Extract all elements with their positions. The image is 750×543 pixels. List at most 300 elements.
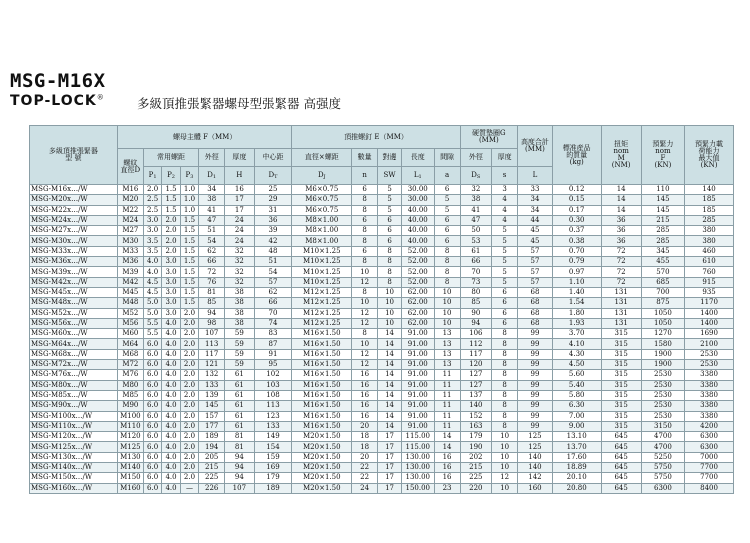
header-center-dist: 中心距: [254, 149, 292, 167]
table-cell: 13.70: [552, 442, 601, 452]
table-cell: 5: [492, 277, 518, 287]
table-cell: 10: [434, 308, 460, 318]
table-row: [30, 360, 734, 370]
table-cell: 66: [460, 257, 491, 267]
table-cell: 14: [378, 401, 402, 411]
table-cell: 0.70: [552, 246, 601, 256]
table-cell: 6.0: [143, 370, 161, 380]
table-cell: 57: [518, 257, 553, 267]
table-cell: 4200: [685, 421, 734, 431]
table-cell: 38: [225, 318, 254, 328]
table-cell: 4: [492, 195, 518, 205]
table-cell: 40.00: [401, 236, 434, 246]
sym-sw: SW: [378, 167, 402, 185]
table-cell: 137: [460, 390, 491, 400]
table-row: [30, 432, 734, 442]
table-cell: M42: [117, 277, 143, 287]
table-cell: 40.00: [401, 226, 434, 236]
table-cell: 2.5: [143, 205, 161, 215]
table-cell: M160: [117, 483, 143, 493]
table-cell: 8: [378, 277, 402, 287]
table-cell: 61: [225, 380, 254, 390]
table-cell: 62.00: [401, 318, 434, 328]
table-cell: 4: [492, 205, 518, 215]
table-cell: 610: [685, 257, 734, 267]
table-cell: 1.5: [180, 215, 198, 225]
table-cell: 160: [518, 483, 553, 493]
table-cell: 17: [378, 463, 402, 473]
table-cell: 8: [352, 195, 378, 205]
table-row: [30, 267, 734, 277]
table-cell: 6.0: [143, 483, 161, 493]
table-cell: 8: [378, 267, 402, 277]
table-cell: 215: [460, 463, 491, 473]
table-cell: 0.37: [552, 226, 601, 236]
table-cell: 91.00: [401, 401, 434, 411]
table-cell: 4.0: [162, 329, 180, 339]
sym-n: n: [352, 167, 378, 185]
table-cell: 6.0: [143, 380, 161, 390]
table-cell: 10: [434, 318, 460, 328]
table-cell: 10: [378, 308, 402, 318]
table-cell: 52.00: [401, 246, 434, 256]
table-cell: 2.0: [180, 308, 198, 318]
table-cell: 29: [254, 195, 292, 205]
table-cell: 5: [492, 267, 518, 277]
table-cell: 85: [199, 298, 225, 308]
table-cell: 1.5: [162, 205, 180, 215]
table-cell: 66: [199, 257, 225, 267]
table-row: [30, 329, 734, 339]
table-cell: 8: [492, 390, 518, 400]
table-cell: 91.00: [401, 339, 434, 349]
table-cell: 4: [492, 215, 518, 225]
table-cell: 94: [225, 473, 254, 483]
table-cell: MSG-M33x…/W: [30, 246, 118, 256]
table-cell: 1170: [685, 298, 734, 308]
table-cell: M10×1.25: [292, 257, 352, 267]
table-cell: 159: [254, 452, 292, 462]
table-cell: 11: [434, 390, 460, 400]
table-cell: 53: [460, 236, 491, 246]
table-cell: 5: [434, 205, 460, 215]
table-cell: 54: [254, 267, 292, 277]
table-cell: 3.0: [162, 308, 180, 318]
table-cell: M150: [117, 473, 143, 483]
table-cell: 8: [492, 411, 518, 421]
table-cell: 380: [685, 226, 734, 236]
table-cell: 6: [352, 246, 378, 256]
table-cell: MSG-M90x…/W: [30, 401, 118, 411]
table-cell: M100: [117, 411, 143, 421]
table-cell: 52.00: [401, 257, 434, 267]
table-row: [30, 483, 734, 493]
table-cell: M20×1.50: [292, 463, 352, 473]
table-cell: MSG-M30x…/W: [30, 236, 118, 246]
table-cell: 121: [199, 360, 225, 370]
header-max-load: 預緊力載 荷能力 最大值 (KN): [685, 126, 734, 185]
table-cell: 34: [518, 205, 553, 215]
table-cell: 225: [199, 473, 225, 483]
table-cell: M20×1.50: [292, 452, 352, 462]
table-cell: 20: [352, 421, 378, 431]
table-cell: 5750: [641, 473, 684, 483]
table-cell: 2.0: [180, 463, 198, 473]
table-cell: MSG-M140x…/W: [30, 463, 118, 473]
table-cell: 4.0: [162, 401, 180, 411]
table-row: [30, 298, 734, 308]
table-cell: 17.60: [552, 452, 601, 462]
table-cell: 91.00: [401, 390, 434, 400]
table-cell: 41: [199, 205, 225, 215]
table-cell: M68: [117, 349, 143, 359]
table-cell: 10: [378, 298, 402, 308]
table-cell: MSG-M150x…/W: [30, 473, 118, 483]
sym-a: a: [434, 167, 460, 185]
table-cell: 6.0: [143, 401, 161, 411]
table-cell: MSG-M24x…/W: [30, 215, 118, 225]
table-cell: 8: [492, 370, 518, 380]
table-cell: 3380: [685, 390, 734, 400]
table-cell: 68: [518, 308, 553, 318]
table-cell: M16×1.50: [292, 349, 352, 359]
header-dia-pitch: 直徑×螺距: [292, 149, 352, 167]
table-cell: 7000: [685, 452, 734, 462]
table-row: [30, 185, 734, 195]
table-cell: 315: [601, 329, 641, 339]
table-cell: 16: [434, 473, 460, 483]
table-cell: 17: [378, 432, 402, 442]
product-subtitle: 多級頂推張緊器螺母型張緊器 高强度: [137, 96, 341, 111]
table-cell: 0.79: [552, 257, 601, 267]
table-cell: 91: [254, 349, 292, 359]
table-cell: 3.0: [162, 298, 180, 308]
table-cell: 140: [518, 452, 553, 462]
table-cell: 6: [492, 298, 518, 308]
table-cell: 4.0: [162, 442, 180, 452]
table-cell: 10: [434, 287, 460, 297]
table-cell: 140: [518, 463, 553, 473]
table-cell: 157: [199, 411, 225, 421]
table-cell: M80: [117, 380, 143, 390]
table-cell: 8: [352, 226, 378, 236]
table-cell: 4.0: [162, 370, 180, 380]
table-cell: 45: [518, 236, 553, 246]
table-cell: M16×1.50: [292, 411, 352, 421]
table-cell: 2.0: [180, 339, 198, 349]
table-cell: 3.5: [143, 246, 161, 256]
table-cell: 22: [352, 463, 378, 473]
table-cell: 0.12: [552, 185, 601, 195]
table-cell: 6.0: [143, 421, 161, 431]
table-cell: 14: [378, 380, 402, 390]
table-row: [30, 318, 734, 328]
table-cell: 17: [225, 195, 254, 205]
table-cell: MSG-M85x…/W: [30, 390, 118, 400]
table-cell: M16×1.50: [292, 380, 352, 390]
table-cell: MSG-M68x…/W: [30, 349, 118, 359]
table-cell: 90: [460, 308, 491, 318]
table-cell: 4.5: [143, 277, 161, 287]
table-cell: 8: [378, 246, 402, 256]
table-cell: 1580: [641, 339, 684, 349]
table-cell: 61: [225, 401, 254, 411]
table-row: [30, 370, 734, 380]
table-cell: M130: [117, 452, 143, 462]
table-cell: 2.0: [162, 215, 180, 225]
table-cell: 91.00: [401, 421, 434, 431]
table-cell: 132: [199, 370, 225, 380]
table-cell: 1400: [685, 308, 734, 318]
table-cell: 8: [352, 287, 378, 297]
table-cell: M24: [117, 215, 143, 225]
table-cell: 33: [518, 185, 553, 195]
table-cell: 66: [254, 298, 292, 308]
table-cell: 72: [199, 267, 225, 277]
table-cell: 87: [254, 339, 292, 349]
table-cell: 6: [434, 236, 460, 246]
table-cell: 2530: [641, 370, 684, 380]
table-cell: 99: [518, 401, 553, 411]
table-cell: 99: [518, 380, 553, 390]
sym-l: L: [518, 167, 553, 185]
table-cell: 48: [254, 246, 292, 256]
table-cell: 12: [352, 360, 378, 370]
table-cell: 36: [601, 215, 641, 225]
table-cell: 13: [434, 349, 460, 359]
table-cell: 2.5: [143, 195, 161, 205]
table-cell: 8: [492, 360, 518, 370]
table-cell: 285: [641, 226, 684, 236]
table-cell: MSG-M45x…/W: [30, 287, 118, 297]
sym-dj: $D_J$: [292, 167, 352, 185]
table-cell: 315: [601, 339, 641, 349]
table-row: [30, 339, 734, 349]
table-cell: 50: [460, 226, 491, 236]
table-cell: 47: [199, 215, 225, 225]
table-cell: 10: [378, 318, 402, 328]
table-cell: 140: [460, 401, 491, 411]
table-cell: 8: [492, 349, 518, 359]
header-nut-body: 螺母主體 F（MM）: [117, 126, 292, 149]
table-cell: 44: [518, 215, 553, 225]
table-cell: 13: [434, 339, 460, 349]
table-cell: 345: [641, 246, 684, 256]
table-cell: 5: [378, 195, 402, 205]
table-cell: 2530: [685, 360, 734, 370]
table-row: [30, 442, 734, 452]
table-cell: 31: [254, 205, 292, 215]
header-outer-dia: 外徑: [199, 149, 225, 167]
table-cell: M30: [117, 236, 143, 246]
table-cell: 117: [460, 349, 491, 359]
table-cell: 45: [518, 226, 553, 236]
table-cell: M8×1.00: [292, 215, 352, 225]
table-cell: 1.5: [180, 267, 198, 277]
table-cell: 179: [460, 432, 491, 442]
table-cell: 32: [225, 246, 254, 256]
table-cell: 4.0: [162, 390, 180, 400]
table-cell: 11: [434, 411, 460, 421]
table-cell: 2.0: [180, 380, 198, 390]
table-cell: 3.0: [162, 257, 180, 267]
table-cell: M16×1.50: [292, 329, 352, 339]
table-cell: M16×1.50: [292, 370, 352, 380]
spec-table: [29, 125, 734, 494]
table-cell: 34: [518, 195, 553, 205]
table-cell: 11: [434, 370, 460, 380]
table-cell: 81: [199, 287, 225, 297]
table-cell: 8: [352, 236, 378, 246]
table-cell: 2.0: [180, 452, 198, 462]
table-cell: 91.00: [401, 411, 434, 421]
table-cell: 107: [199, 329, 225, 339]
table-cell: 7700: [685, 463, 734, 473]
table-cell: 315: [601, 401, 641, 411]
table-cell: 4700: [641, 432, 684, 442]
table-cell: M10×1.25: [292, 277, 352, 287]
table-cell: 4.0: [162, 380, 180, 390]
table-cell: 11: [434, 401, 460, 411]
table-cell: 57: [518, 267, 553, 277]
header-length: 長度: [401, 149, 434, 167]
table-cell: 6300: [685, 432, 734, 442]
table-cell: 700: [641, 287, 684, 297]
table-cell: 570: [641, 267, 684, 277]
table-cell: 169: [254, 463, 292, 473]
table-cell: 185: [685, 195, 734, 205]
table-cell: 14: [601, 195, 641, 205]
table-cell: 120: [460, 360, 491, 370]
table-row: [30, 411, 734, 421]
table-cell: 4.0: [162, 318, 180, 328]
table-cell: 1.40: [552, 287, 601, 297]
table-cell: MSG-M120x…/W: [30, 432, 118, 442]
table-row: [30, 421, 734, 431]
table-cell: M90: [117, 401, 143, 411]
table-cell: 1.5: [180, 277, 198, 287]
table-cell: 194: [199, 442, 225, 452]
table-cell: 10: [434, 298, 460, 308]
table-cell: 125: [518, 442, 553, 452]
table-cell: 30.00: [401, 185, 434, 195]
table-cell: MSG-M52x…/W: [30, 308, 118, 318]
table-cell: 140: [685, 185, 734, 195]
table-cell: 8: [434, 246, 460, 256]
header-washer-thick: 厚度: [492, 149, 518, 167]
table-cell: 130.00: [401, 473, 434, 483]
table-cell: 113: [254, 401, 292, 411]
table-cell: MSG-M36x…/W: [30, 257, 118, 267]
table-cell: 1.0: [180, 195, 198, 205]
table-cell: 215: [199, 463, 225, 473]
table-cell: 10: [378, 287, 402, 297]
table-cell: 145: [641, 205, 684, 215]
table-cell: 68: [518, 318, 553, 328]
table-cell: 645: [601, 473, 641, 483]
table-row: [30, 215, 734, 225]
table-cell: 3.0: [162, 277, 180, 287]
table-cell: 4.0: [162, 349, 180, 359]
table-cell: 2.0: [180, 370, 198, 380]
table-cell: 16: [434, 463, 460, 473]
table-cell: 42: [254, 236, 292, 246]
table-cell: 10: [492, 483, 518, 493]
table-cell: 12: [352, 277, 378, 287]
table-cell: 16: [352, 411, 378, 421]
table-cell: M16×1.50: [292, 421, 352, 431]
table-cell: 5.0: [143, 308, 161, 318]
table-cell: 6: [352, 215, 378, 225]
table-cell: MSG-M76x…/W: [30, 370, 118, 380]
table-cell: 190: [460, 442, 491, 452]
table-cell: 1.5: [180, 287, 198, 297]
table-cell: 10: [492, 452, 518, 462]
table-cell: 2.0: [162, 226, 180, 236]
table-cell: 107: [225, 483, 254, 493]
table-cell: 0.97: [552, 267, 601, 277]
table-cell: 4.0: [143, 257, 161, 267]
table-cell: 0.17: [552, 205, 601, 215]
table-cell: 131: [601, 287, 641, 297]
header-thread-dia: 螺紋 直徑D: [117, 149, 143, 185]
table-cell: 6: [492, 287, 518, 297]
table-cell: 0.38: [552, 236, 601, 246]
table-cell: M12×1.25: [292, 287, 352, 297]
table-cell: 52.00: [401, 267, 434, 277]
table-cell: 17: [378, 452, 402, 462]
table-cell: 6: [434, 185, 460, 195]
table-cell: 5: [492, 257, 518, 267]
table-cell: 52.00: [401, 277, 434, 287]
table-cell: 115.00: [401, 442, 434, 452]
table-cell: 645: [601, 432, 641, 442]
table-cell: 2.0: [180, 318, 198, 328]
table-cell: 460: [685, 246, 734, 256]
table-cell: 5750: [641, 463, 684, 473]
table-cell: MSG-M48x…/W: [30, 298, 118, 308]
table-cell: 2.0: [143, 185, 161, 195]
table-row: [30, 236, 734, 246]
table-cell: 99: [518, 390, 553, 400]
table-cell: 47: [460, 215, 491, 225]
table-cell: 81: [225, 442, 254, 452]
table-cell: 5: [492, 236, 518, 246]
header-washer-outer: 外徑: [460, 149, 491, 167]
table-cell: 5.5: [143, 318, 161, 328]
table-cell: MSG-M72x…/W: [30, 360, 118, 370]
table-row: [30, 401, 734, 411]
table-cell: 12: [352, 349, 378, 359]
header-gap: 間隙: [434, 149, 460, 167]
table-cell: 1050: [641, 318, 684, 328]
table-cell: 6: [434, 215, 460, 225]
table-cell: 142: [518, 473, 553, 483]
table-cell: 10: [492, 463, 518, 473]
table-cell: 8: [492, 421, 518, 431]
table-cell: 68: [518, 298, 553, 308]
table-cell: 16: [352, 380, 378, 390]
table-cell: 1.0: [180, 185, 198, 195]
table-cell: 2530: [641, 380, 684, 390]
table-cell: 4.30: [552, 349, 601, 359]
table-cell: 10: [492, 442, 518, 452]
table-cell: 6: [378, 226, 402, 236]
table-cell: 5250: [641, 452, 684, 462]
table-cell: 38: [225, 298, 254, 308]
table-cell: 102: [254, 370, 292, 380]
table-cell: M120: [117, 432, 143, 442]
